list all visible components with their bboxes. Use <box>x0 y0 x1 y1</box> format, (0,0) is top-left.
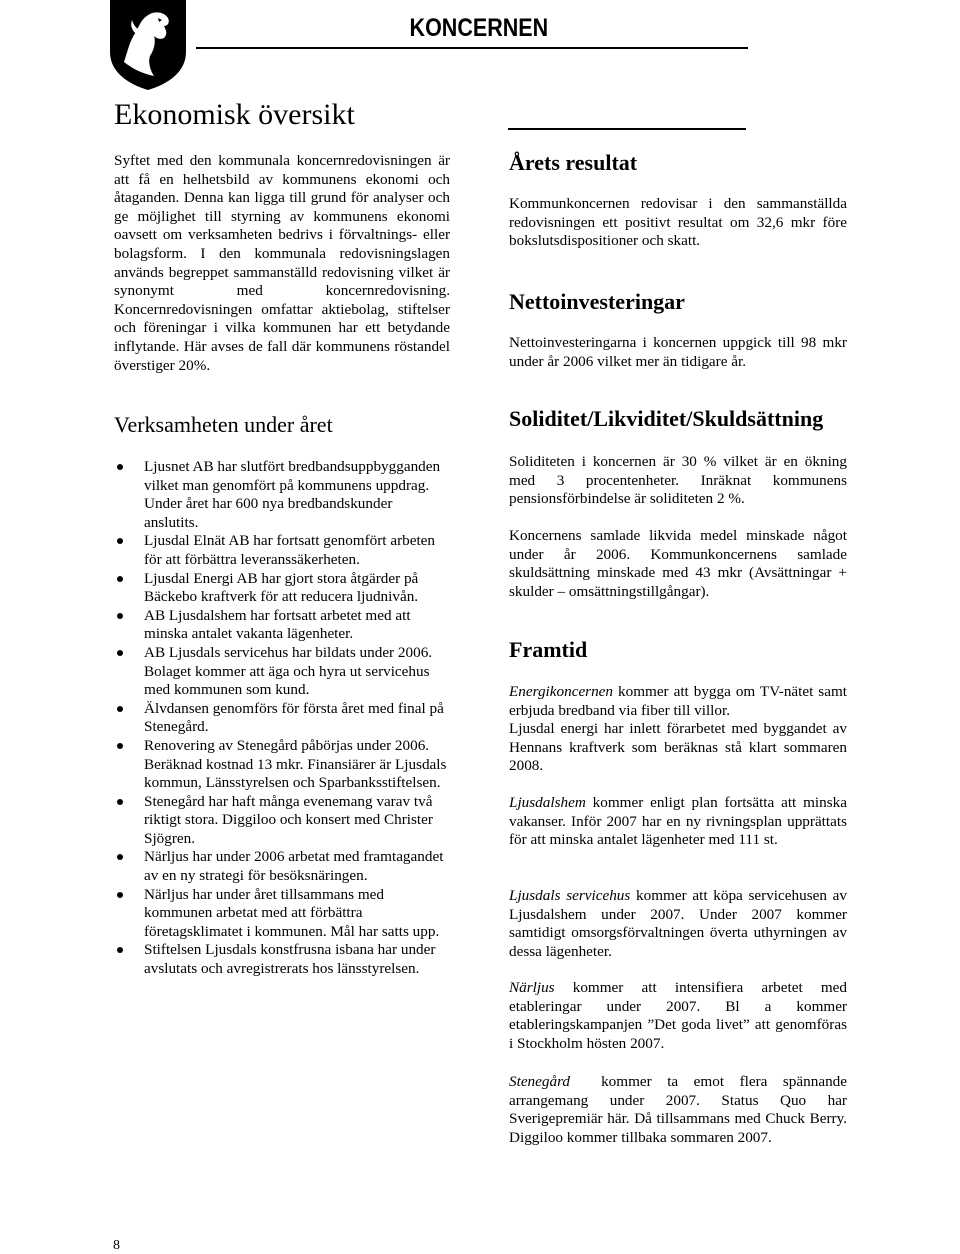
verksamheten-list <box>114 458 450 979</box>
framtid-servicehus: Ljusdals servicehus kommer att köpa servicehusen av Ljusdalshem under 2007. Under 2007 kommer samtidigt omsorgsförvaltningen överta uthyrningen av dessa lägenheter. <box>509 887 847 960</box>
framtid-ljusdalshem: Ljusdalshem kommer enligt plan fortsätta att minska vakanser. Inför 2007 har en ny rivningsplan upprättats för att minska antalet lägenheter med 111 st. <box>509 794 847 849</box>
bullet-icon <box>117 576 123 582</box>
framtid-energikoncernen: Energikoncernen kommer att bygga om TV-nätet samt erbjuda bredband via fiber till villor. <box>509 683 847 719</box>
list-item: Älvdansen genomförs för första året med final på Stenegård. <box>114 700 450 737</box>
bullet-icon <box>117 854 123 860</box>
bullet-icon <box>117 799 123 805</box>
list-item: Ljusdal Elnät AB har fortsatt genomfört arbeten för att förbättra leveranssäkerheten. <box>114 532 450 569</box>
bullet-icon <box>117 538 123 544</box>
nettoinvesteringar-text: Nettoinvesteringarna i koncernen uppgick till 98 mkr under år 2006 vilket mer än tidigare år. <box>509 334 847 370</box>
list-item: Stiftelsen Ljusdals konstfrusna isbana har under avslutats och avregistrerats hos länsstyrelsen. <box>114 941 450 978</box>
page-number: 8 <box>113 1238 120 1253</box>
bullet-icon <box>117 706 123 712</box>
bullet-icon <box>117 743 123 749</box>
nettoinvesteringar-heading: Nettoinvesteringar <box>509 289 685 314</box>
arets-resultat-heading: Årets resultat <box>509 150 638 175</box>
framtid-ljusdal-energi: Ljusdal energi har inlett förarbetet med byggandet av Hennans kraftverk som beräknas stå klart sommaren 2008. <box>509 720 847 775</box>
list-item: AB Ljusdals servicehus har bildats under 2006. Bolaget kommer att äga och hyra ut servicehus med kommunen som kund. <box>114 644 450 700</box>
list-item: AB Ljusdalshem har fortsatt arbetet med att minska antalet vakanta lägenheter. <box>114 607 450 644</box>
bullet-icon <box>117 892 123 898</box>
soliditet-paragraph-1: Soliditeten i koncernen är 30 % vilket är en ökning med 3 procentenheter. Inräknat kommunens pensionsförbindelse är soliditeten 2 %. <box>509 453 847 508</box>
list-item: Renovering av Stenegård påbörjas under 2006. Beräknad kostnad 13 mkr. Finansiärer är Ljusdals kommun, Länsstyrelsen och Sparbanksstiftelsen. <box>114 737 450 793</box>
framtid-stenegard: Stenegård kommer ta emot flera spännande arrangemang under 2007. Status Quo har Sverigepremiär här. Då tillsammans med Chuck Berry. Diggiloo kommer tillbaka sommaren 2007. <box>509 1073 851 1146</box>
verksamheten-heading: Verksamheten under året <box>114 412 333 437</box>
soliditet-paragraph-2: Koncernens samlade likvida medel minskade något under år 2006. Kommunkoncernens samlade skuldsättning minskade med 43 mkr (Avsättningar + skulder – omsättningstillgångar). <box>509 527 847 600</box>
framtid-heading: Framtid <box>509 637 588 662</box>
header-divider <box>196 47 748 49</box>
bullet-icon <box>117 650 123 656</box>
framtid-narljus: Närljus kommer att intensifiera arbetet med etableringar under 2007. Bl a kommer etableringskampanjen ”Det goda livet” att genomföras i Stockholm hösten 2007. <box>509 979 847 1052</box>
bullet-icon <box>117 947 123 953</box>
municipal-coat-of-arms-icon <box>110 0 186 90</box>
title-divider <box>508 128 746 130</box>
soliditet-heading: Soliditet/Likviditet/Skuldsättning <box>509 406 824 431</box>
list-item: Ljusdal Energi AB har gjort stora åtgärder på Bäckebo kraftverk för att reducera ljudnivån. <box>114 570 450 607</box>
bullet-icon <box>117 613 123 619</box>
list-item: Stenegård har haft många evenemang varav två riktigt stora. Diggiloo och konsert med Christer Sjögren. <box>114 793 450 849</box>
intro-paragraph: Syftet med den kommunala koncernredovisningen är att få en helhetsbild av kommunens ekonomi och åtaganden. Denna kan ligga till grund för analyser och ge möjlighet till styrning av kommunens ekonomi oavsett om verksamheten bedrivs i förvaltnings- eller bolagsform. I den kommunala redovisningslagen används begreppet sammanställd redovisning vilket är synonymt med koncernredovisning. Koncernredovisningen omfattar aktiebolag, stiftelser och föreningar i vilka kommunen har ett betydande inflytande. Här avses de fall där kommunens röstandel överstiger 20%. <box>114 152 450 374</box>
list-item: Närljus har under året tillsammans med kommunen arbetat med att förbättra företagsklimatet i kommunen. Mål har satts upp. <box>114 886 450 942</box>
page-title: Ekonomisk översikt <box>114 98 355 131</box>
section-title: KONCERNEN <box>409 14 548 42</box>
list-item: Ljusnet AB har slutfört bredbandsuppbygganden vilket man genomfört på kommunens uppdrag. Under året har 600 nya bredbandskunder anslutits. <box>114 458 450 532</box>
list-item: Närljus har under 2006 arbetat med framtagandet av en ny strategi för besöksnäringen. <box>114 848 450 885</box>
arets-resultat-text: Kommunkoncernen redovisar i den sammanställda redovisningen ett positivt resultat om 32,6 mkr före bokslutsdispositioner och skatt. <box>509 195 847 250</box>
bullet-icon <box>117 464 123 470</box>
